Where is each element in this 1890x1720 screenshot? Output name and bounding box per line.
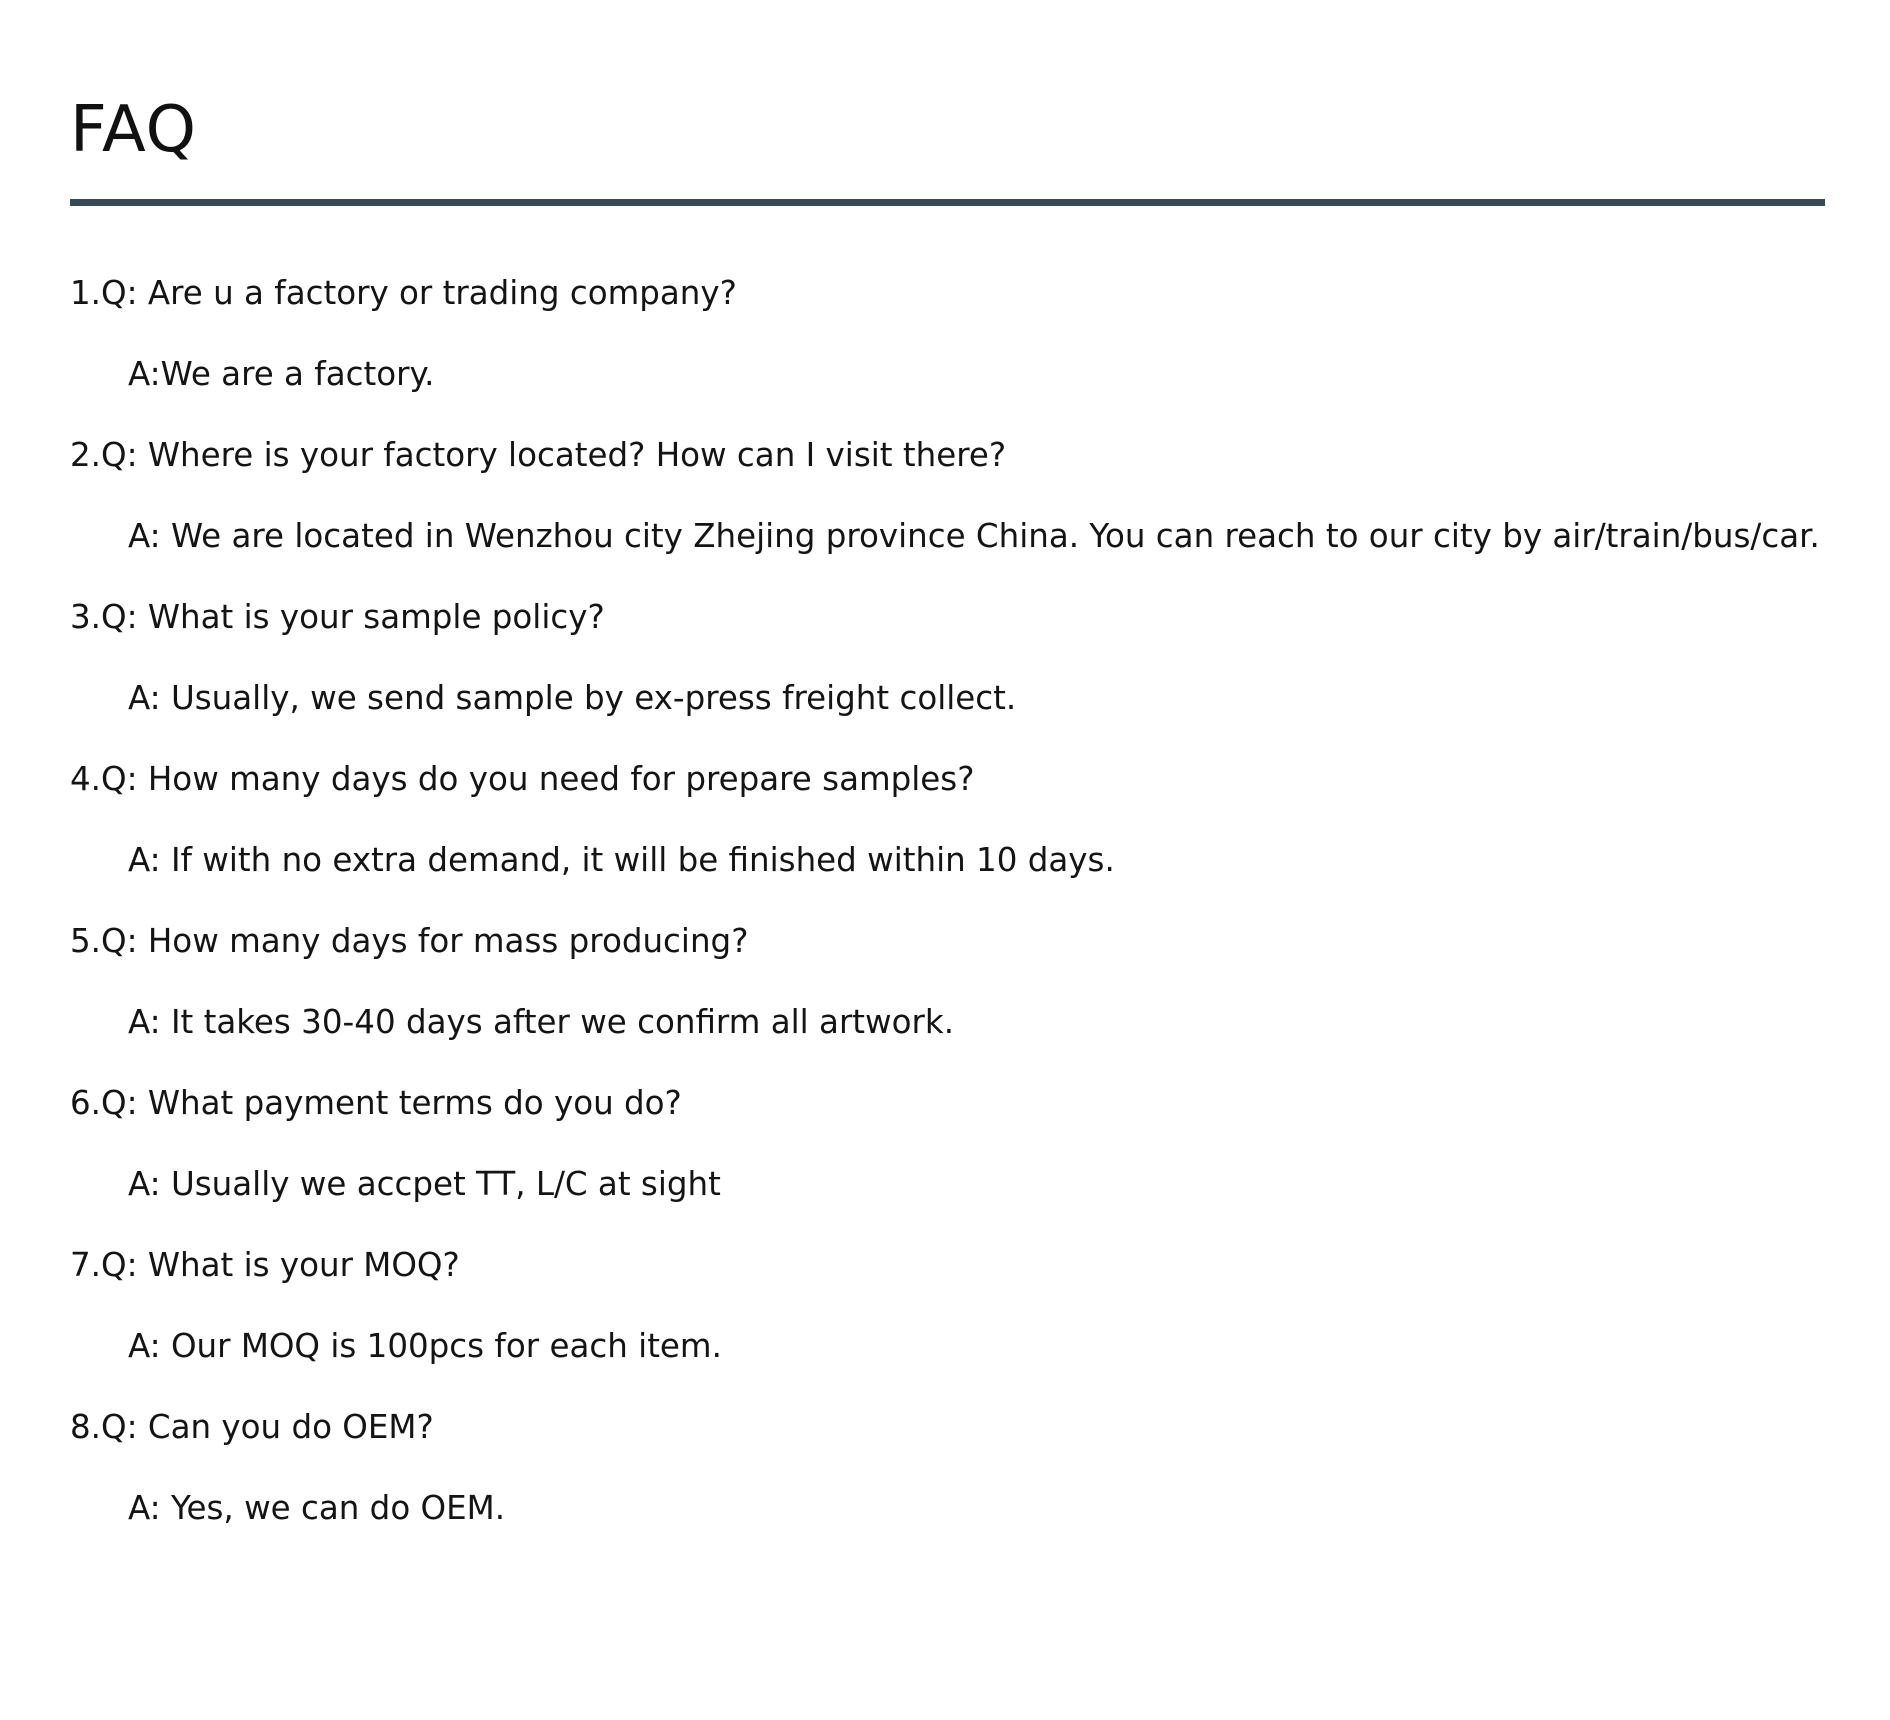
faq-answer: A: Usually we accpet TT, L/C at sight bbox=[128, 1165, 721, 1203]
faq-answer: A:We are a factory. bbox=[128, 355, 435, 393]
faq-item bbox=[70, 270, 1880, 432]
faq-answer: A: We are located in Wenzhou city Zhejing province China. You can reach to our city by air/train/bus/car. bbox=[128, 517, 1820, 555]
faq-question: 2.Q: Where is your factory located? How can I visit there? bbox=[70, 436, 1007, 474]
faq-item bbox=[70, 918, 1880, 1080]
faq-answer: A: Yes, we can do OEM. bbox=[128, 1489, 506, 1527]
faq-item bbox=[70, 756, 1880, 918]
faq-question: 8.Q: Can you do OEM? bbox=[70, 1408, 434, 1446]
faq-list bbox=[70, 270, 1880, 1566]
faq-question: 7.Q: What is your MOQ? bbox=[70, 1246, 460, 1284]
faq-item bbox=[70, 594, 1880, 756]
faq-item bbox=[70, 1404, 1880, 1566]
faq-question: 5.Q: How many days for mass producing? bbox=[70, 922, 749, 960]
title-divider bbox=[70, 199, 1825, 206]
faq-answer: A: If with no extra demand, it will be finished within 10 days. bbox=[128, 841, 1115, 879]
faq-item bbox=[70, 1242, 1880, 1404]
faq-question: 1.Q: Are u a factory or trading company? bbox=[70, 274, 737, 312]
faq-item bbox=[70, 432, 1880, 594]
page-title: FAQ bbox=[70, 93, 197, 167]
faq-answer: A: It takes 30-40 days after we confirm all artwork. bbox=[128, 1003, 955, 1041]
faq-question: 6.Q: What payment terms do you do? bbox=[70, 1084, 682, 1122]
faq-answer: A: Our MOQ is 100pcs for each item. bbox=[128, 1327, 722, 1365]
faq-answer: A: Usually, we send sample by ex-press freight collect. bbox=[128, 679, 1017, 717]
faq-item bbox=[70, 1080, 1880, 1242]
faq-question: 3.Q: What is your sample policy? bbox=[70, 598, 605, 636]
faq-question: 4.Q: How many days do you need for prepare samples? bbox=[70, 760, 975, 798]
